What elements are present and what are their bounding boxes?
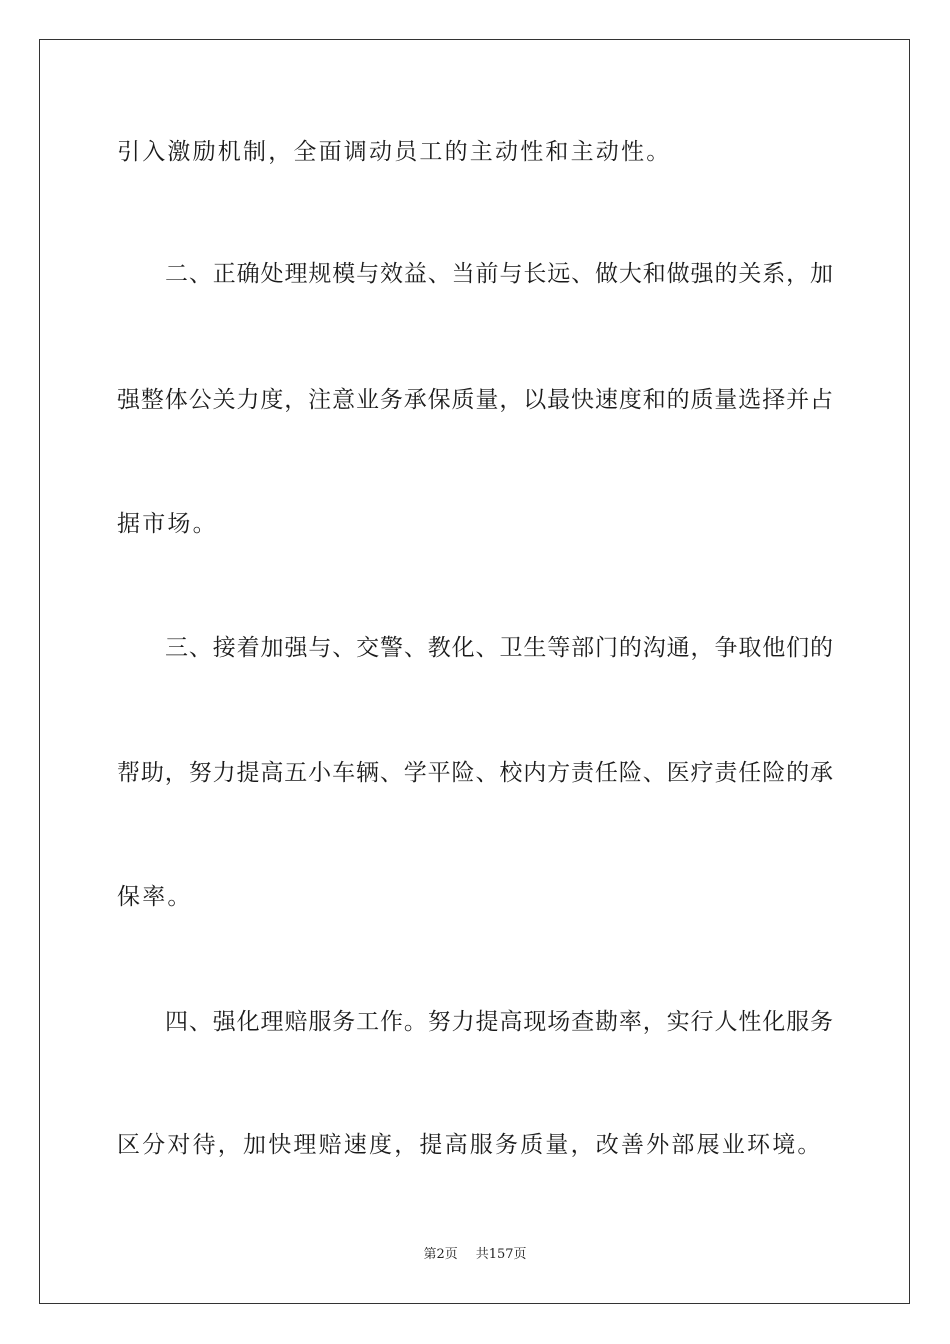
paragraph-line-3: 强整体公关力度，注意业务承保质量，以最快速度和的质量选择并占 — [117, 387, 833, 413]
paragraph-line-9: 区分对待，加快理赔速度，提高服务质量，改善外部展业环境。 — [117, 1132, 823, 1158]
paragraph-line-4: 据市场。 — [117, 511, 218, 537]
page-border — [39, 39, 910, 1304]
paragraph-line-7: 保率。 — [117, 884, 193, 910]
paragraph-line-6: 帮助，努力提高五小车辆、学平险、校内方责任险、医疗责任险的承 — [117, 760, 833, 786]
total-pages: 共157页 — [475, 1247, 527, 1262]
paragraph-line-5: 三、接着加强与、交警、教化、卫生等部门的沟通，争取他们的 — [165, 635, 833, 661]
page-footer — [0, 1246, 950, 1264]
paragraph-line-1: 引入激励机制，全面调动员工的主动性和主动性。 — [117, 139, 672, 165]
paragraph-line-2: 二、正确处理规模与效益、当前与长远、做大和做强的关系，加 — [165, 261, 833, 287]
page-number: 第2页 — [423, 1247, 458, 1262]
paragraph-line-8: 四、强化理赔服务工作。努力提高现场查勘率，实行人性化服务 — [165, 1009, 833, 1035]
